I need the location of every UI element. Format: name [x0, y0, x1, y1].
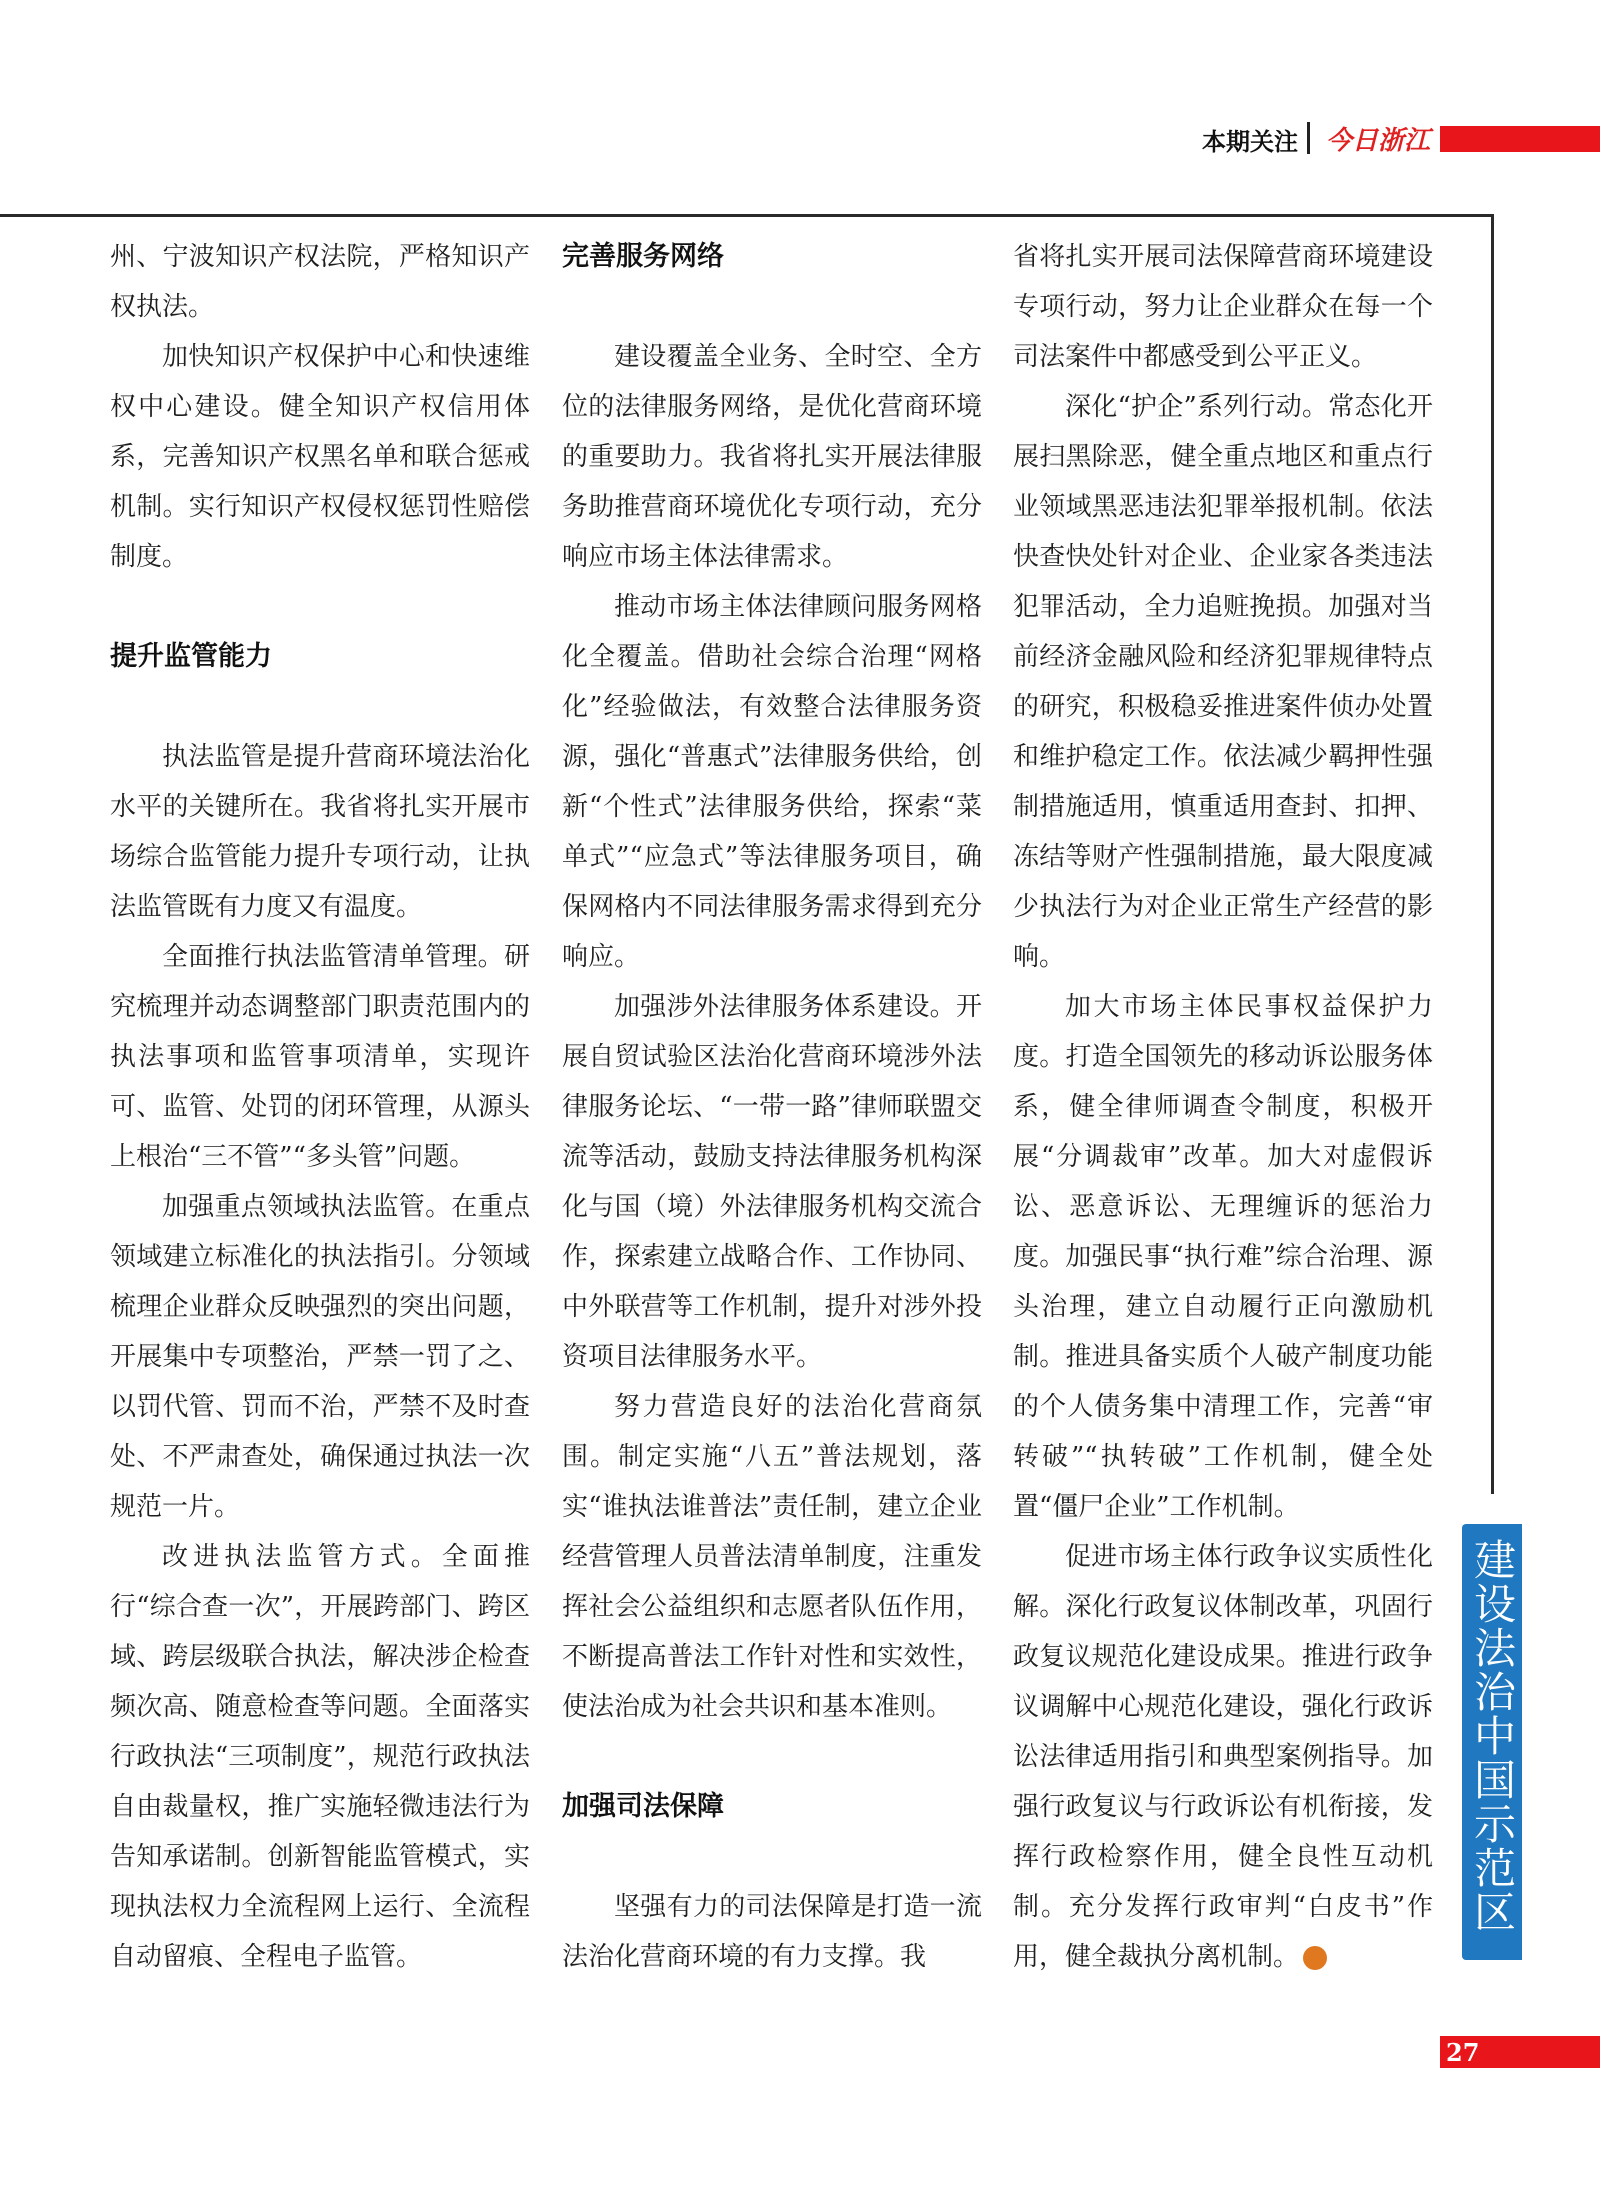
side-section-tab — [1462, 1524, 1522, 1960]
paragraph: 推动市场主体法律顾问服务网格化全覆盖。借助社会综合治理“网格化”经验做法，有效整合法律服务资源，强化“普惠式”法律服务供给，创新“个性式”法律服务供给，探索“菜单式”“应急式”等法律服务项目，确保网格内不同法律服务需求得到充分响应。 — [562, 592, 982, 972]
brand-logo: 今日浙江 — [1325, 126, 1430, 156]
header-red-bar — [1440, 126, 1600, 152]
header-separator — [1307, 122, 1310, 154]
paragraph: 加强重点领域执法监管。在重点领域建立标准化的执法指引。分领域梳理企业群众反映强烈的突出问题，开展集中专项整治，严禁一罚了之、以罚代管、罚而不治，严禁不及时查处、不严肃查处，确保通过执法一次规范一片。 — [110, 1192, 530, 1522]
frame-top-rule — [0, 214, 1494, 217]
column-3 — [1013, 232, 1433, 1982]
paragraph: 加快知识产权保护中心和快速维权中心建设。健全知识产权信用体系，完善知识产权黑名单和联合惩戒机制。实行知识产权侵权惩罚性赔偿制度。 — [110, 342, 530, 572]
paragraph: 省将扎实开展司法保障营商环境建设专项行动，努力让企业群众在每一个司法案件中都感受到公平正义。 — [1013, 242, 1433, 372]
page-header — [1180, 118, 1600, 158]
column-1 — [110, 232, 530, 1982]
paragraph: 努力营造良好的法治化营商氛围。制定实施“八五”普法规划，落实“谁执法谁普法”责任制，建立企业经营管理人员普法清单制度，注重发挥社会公益组织和志愿者队伍作用，不断提高普法工作针对性和实效性，使法治成为社会共识和基本准则。 — [562, 1392, 982, 1722]
paragraph: 加强涉外法律服务体系建设。开展自贸试验区法治化营商环境涉外法律服务论坛、“一带一路”律师联盟交流等活动，鼓励支持法律服务机构深化与国（境）外法律服务机构交流合作，探索建立战略合作、工作协同、中外联营等工作机制，提升对涉外投资项目法律服务水平。 — [562, 992, 982, 1372]
paragraph: 执法监管是提升营商环境法治化水平的关键所在。我省将扎实开展市场综合监管能力提升专项行动，让执法监管既有力度又有温度。 — [110, 742, 530, 922]
section-label: 本期关注 — [1202, 128, 1298, 156]
paragraph: 深化“护企”系列行动。常态化开展扫黑除恶，健全重点地区和重点行业领域黑恶违法犯罪举报机制。依法快查快处针对企业、企业家各类违法犯罪活动，全力追赃挽损。加强对当前经济金融风险和经济犯罪规律特点的研究，积极稳妥推进案件侦办处置和维护稳定工作。依法减少羁押性强制措施适用，慎重适用查封、扣押、冻结等财产性强制措施，最大限度减少执法行为对企业正常生产经营的影响。 — [1013, 392, 1433, 972]
paragraph: 州、宁波知识产权法院，严格知识产权执法。 — [110, 242, 530, 322]
paragraph-final — [1013, 1532, 1433, 1982]
section-heading: 加强司法保障 — [562, 1791, 724, 1822]
paragraph: 坚强有力的司法保障是打造一流法治化营商环境的有力支撑。我 — [562, 1892, 982, 1972]
column-2 — [562, 232, 982, 1982]
frame-right-rule — [1491, 214, 1494, 1494]
section-heading: 完善服务网络 — [562, 241, 724, 272]
side-tab-label: 建设法治中国示范区 — [1468, 1538, 1517, 1934]
paragraph: 全面推行执法监管清单管理。研究梳理并动态调整部门职责范围内的执法事项和监管事项清单，实现许可、监管、处罚的闭环管理，从源头上根治“三不管”“多头管”问题。 — [110, 942, 530, 1172]
paragraph: 建设覆盖全业务、全时空、全方位的法律服务网络，是优化营商环境的重要助力。我省将扎实开展法律服务助推营商环境优化专项行动，充分响应市场主体法律需求。 — [562, 342, 982, 572]
page-number: 27 — [1446, 2038, 1480, 2067]
section-heading: 提升监管能力 — [110, 641, 272, 672]
end-mark-icon — [1303, 1946, 1327, 1970]
paragraph: 加大市场主体民事权益保护力度。打造全国领先的移动诉讼服务体系，健全律师调查令制度，积极开展“分调裁审”改革。加大对虚假诉讼、恶意诉讼、无理缠诉的惩治力度。加强民事“执行难”综合治理、源头治理，建立自动履行正向激励机制。推进具备实质个人破产制度功能的个人债务集中清理工作，完善“审转破”“执转破”工作机制，健全处置“僵尸企业”工作机制。 — [1013, 992, 1433, 1522]
paragraph-text: 促进市场主体行政争议实质性化解。深化行政复议体制改革，巩固行政复议规范化建设成果。推进行政争议调解中心规范化建设，强化行政诉讼法律适用指引和典型案例指导。加强行政复议与行政诉讼有机衔接，发挥行政检察作用，健全良性互动机制。充分发挥行政审判“白皮书”作用，健全裁执分离机制。 — [1013, 1542, 1433, 1972]
paragraph: 改进执法监管方式。全面推行“综合查一次”，开展跨部门、跨区域、跨层级联合执法，解决涉企检查频次高、随意检查等问题。全面落实行政执法“三项制度”，规范行政执法自由裁量权，推广实施轻微违法行为告知承诺制。创新智能监管模式，实现执法权力全流程网上运行、全流程自动留痕、全程电子监管。 — [110, 1542, 530, 1972]
